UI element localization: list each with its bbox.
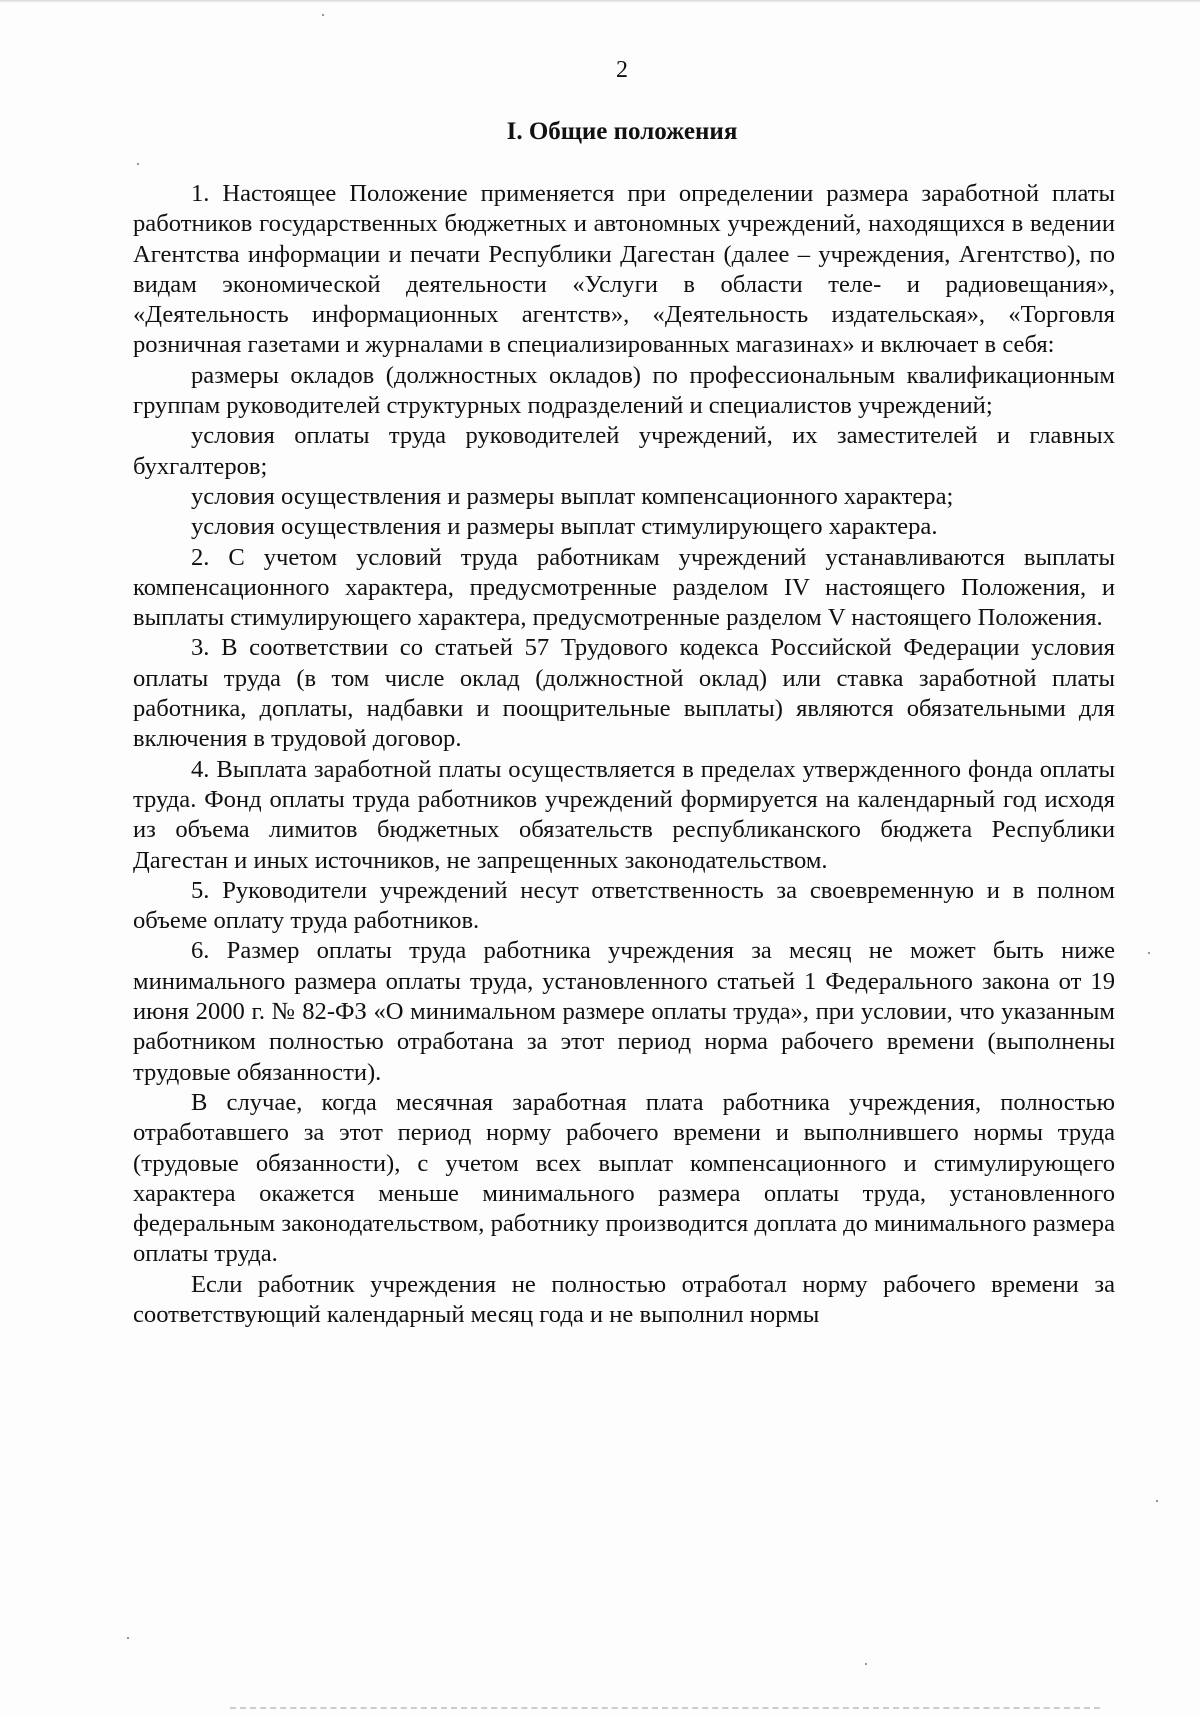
scan-edge-bottom (230, 1707, 1100, 1711)
scan-speck (865, 1663, 867, 1665)
paragraph-12: Если работник учреждения не полностью отработал норму рабочего времени за соответствующий календарный месяц года и не выполнил нормы (133, 1270, 1115, 1328)
paragraph-1: 1. Настоящее Положение применяется при определении размера заработной платы работников государственных бюджетных и автономных учреждений, находящихся в ведении Агентства информации и печати Республики Дагестан (далее – учреждения, Агентство), по видам экономической деятельности «Услуги в области теле- и радиовещания», «Деятельность информационных агентств», «Деятельность издательская», «Торговля розничная газетами и журналами в специализированных магазинах» и включает в себя: (133, 180, 1115, 359)
scan-speck (137, 163, 139, 165)
paragraph-6: 2. С учетом условий труда работникам учреждений устанавливаются выплаты компенсационного характера, предусмотренные разделом IV настоящего Положения, и выплаты стимулирующего характера, предусмотренные разделом V настоящего Положения. (133, 543, 1115, 632)
document-body (133, 179, 1115, 1330)
page-number: 2 (616, 57, 628, 83)
paragraph-8: 4. Выплата заработной платы осуществляется в пределах утвержденного фонда оплаты труда. Фонд оплаты труда работников учреждений формируется на календарный год исходя из объема лимитов бюджетных обязательств республиканского бюджета Республики Дагестан и иных источников, не запрещенных законодательством. (133, 755, 1115, 874)
paragraph-3: условия оплаты труда руководителей учреждений, их заместителей и главных бухгалтеров; (133, 422, 1115, 480)
paragraph-10: 6. Размер оплаты труда работника учреждения за месяц не может быть ниже минимального размера оплаты труда, установленного статьей 1 Федерального закона от 19 июня 2000 г. № 82-ФЗ «О минимальном размере оплаты труда», при условии, что указанным работником полностью отработана за этот период норма рабочего времени (выполнены трудовые обязанности). (133, 937, 1115, 1086)
paragraph-4: условия осуществления и размеры выплат компенсационного характера; (191, 482, 954, 510)
paragraph-11: В случае, когда месячная заработная плата работника учреждения, полностью отработавшего за этот период норму рабочего времени и выполнившего нормы труда (трудовые обязанности), с учетом всех выплат компенсационного и стимулирующего характера окажется меньше минимального размера оплаты труда, установленного федеральным законодательством, работнику производится доплата до минимального размера оплаты труда. (133, 1088, 1115, 1268)
scan-speck (1148, 952, 1150, 954)
paragraph-9: 5. Руководители учреждений несут ответственность за своевременную и в полном объеме оплату труда работников. (133, 876, 1115, 935)
paragraph-2: размеры окладов (должностных окладов) по профессиональным квалификационным группам руководителей структурных подразделений и специалистов учреждений; (133, 361, 1115, 420)
scan-edge-top (0, 0, 1200, 3)
paragraph-7: 3. В соответствии со статьей 57 Трудового кодекса Российской Федерации условия оплаты труда (в том числе оклад (должностной оклад) или ставка заработной платы работника, доплаты, надбавки и поощрительные выплаты) являются обязательными для включения в трудовой договор. (133, 634, 1115, 753)
scan-speck (322, 14, 324, 16)
paragraph-5: условия осуществления и размеры выплат стимулирующего характера. (191, 513, 938, 541)
section-title: I. Общие положения (506, 118, 738, 145)
scan-speck (127, 1637, 129, 1639)
scan-speck (1156, 1500, 1158, 1502)
